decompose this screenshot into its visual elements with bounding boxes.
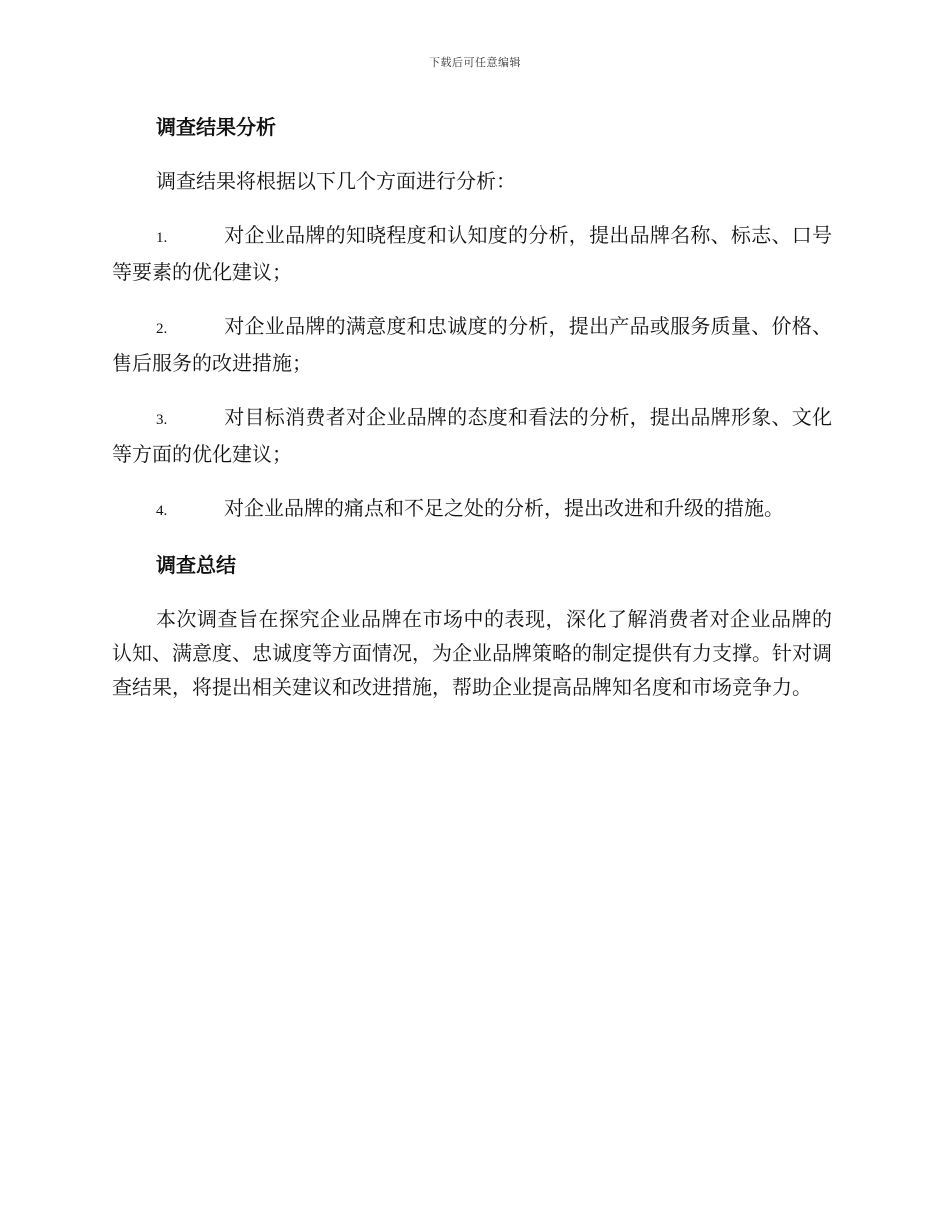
list-item <box>112 400 832 471</box>
list-item-number: 1. <box>156 230 168 246</box>
list-item-number: 4. <box>156 503 168 519</box>
list-item-number: 2. <box>156 321 168 337</box>
list-item-text: 对企业品牌的知晓程度和认知度的分析，提出品牌名称、标志、口号等要素的优化建议； <box>112 223 832 284</box>
list-item-text: 对目标消费者对企业品牌的态度和看法的分析，提出品牌形象、文化等方面的优化建议； <box>112 405 832 466</box>
results-intro-paragraph: 调查结果将根据以下几个方面进行分析： <box>156 169 516 193</box>
list-item-text: 对企业品牌的满意度和忠诚度的分析，提出产品或服务质量、价格、售后服务的改进措施； <box>112 314 832 375</box>
list-item <box>112 491 832 528</box>
section-heading-results-analysis: 调查结果分析 <box>156 115 276 139</box>
list-item <box>112 218 832 289</box>
header-note: 下载后可任意编辑 <box>429 56 521 69</box>
list-item <box>112 309 832 380</box>
document-body <box>112 110 832 724</box>
summary-paragraph: 本次调查旨在探究企业品牌在市场中的表现，深化了解消费者对企业品牌的认知、满意度、忠诚度等方面情况，为企业品牌策略的制定提供有力支撑。针对调查结果，将提出相关建议和改进措施，帮助企业提高品牌知名度和市场竞争力。 <box>112 607 832 699</box>
list-item-number: 3. <box>156 412 168 428</box>
list-item-text: 对企业品牌的痛点和不足之处的分析，提出改进和升级的措施。 <box>224 496 784 520</box>
section-heading-summary: 调查总结 <box>156 553 236 577</box>
